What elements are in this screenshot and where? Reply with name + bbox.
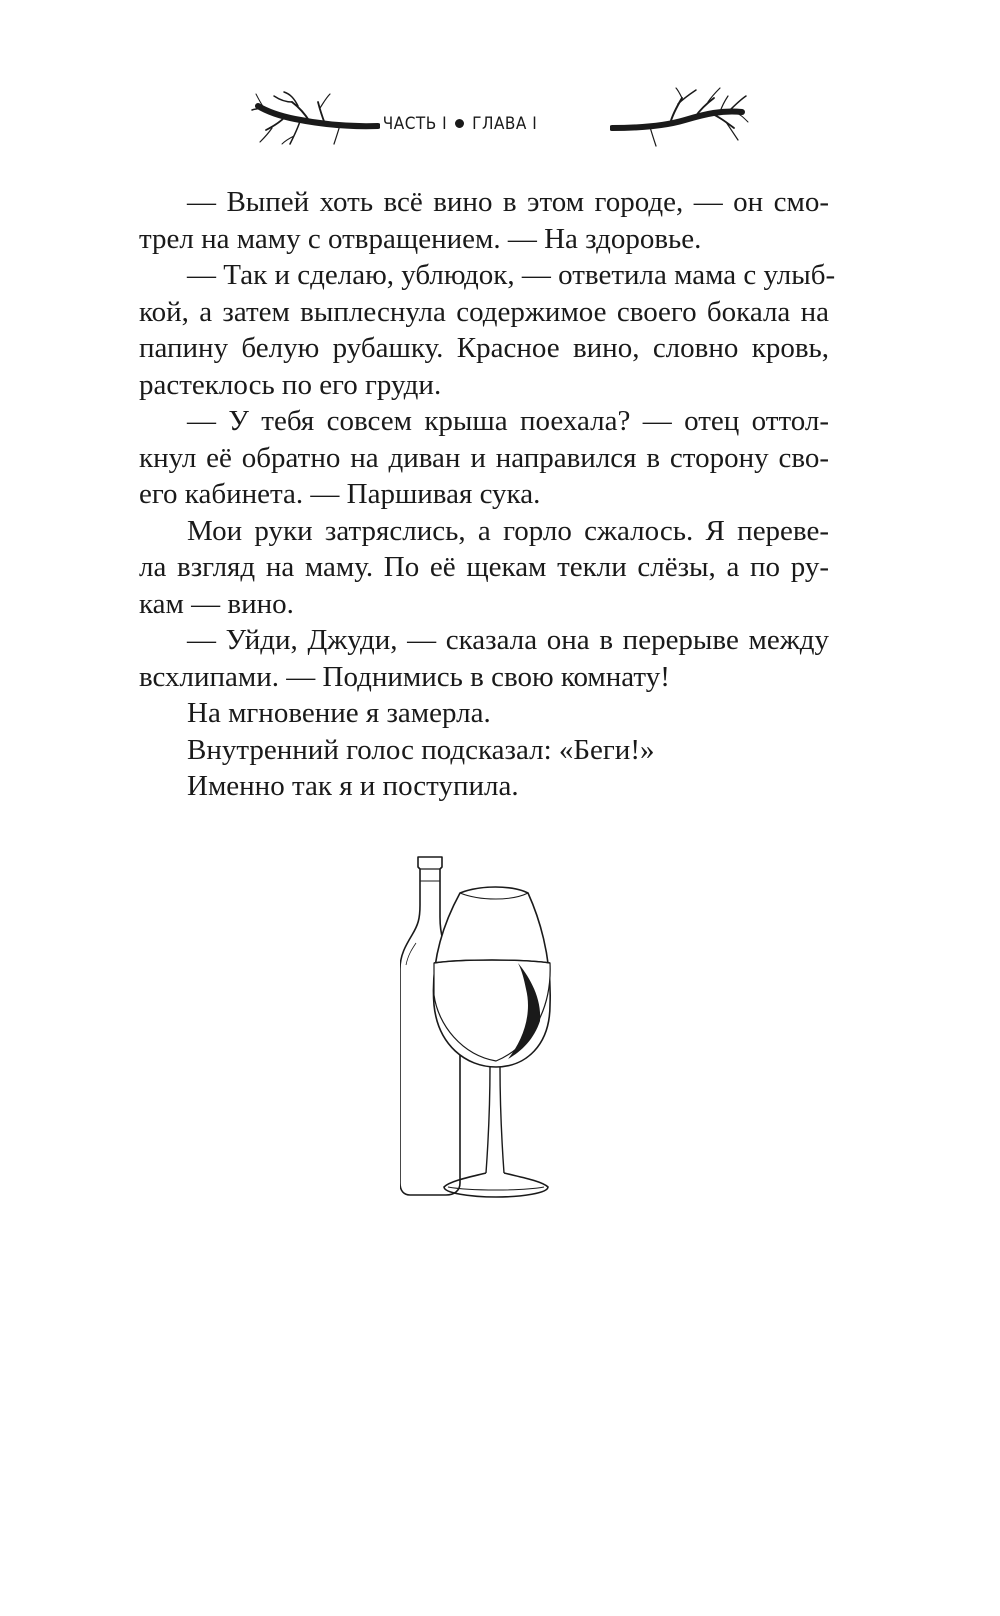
text-line: кнул её обратно на диван и направился в сторону сво- <box>139 441 829 474</box>
text-line: кой, а затем выплеснула содержимое своего бокала на <box>139 295 829 328</box>
text-line: На мгновение я замерла. <box>187 697 491 729</box>
running-head <box>250 86 750 156</box>
branch-left-icon <box>250 86 380 156</box>
text-line: папину белую рубашку. Красное вино, словно кровь, <box>139 332 829 364</box>
chapter-label: ГЛАВА I <box>472 114 538 134</box>
text-line: — Уйди, Джуди, — сказала она в перерыве между <box>187 624 829 656</box>
wine-bottle-and-glass-icon <box>400 855 580 1215</box>
running-head-text <box>380 114 540 134</box>
text-line: его кабинета. — Паршивая сука. <box>139 478 541 510</box>
text-line: кам — вино. <box>139 587 294 620</box>
text-line: Внутренний голос подсказал: «Беги!» <box>187 733 655 766</box>
text-line: растеклось по его груди. <box>139 368 442 401</box>
branch-right-icon <box>610 86 750 156</box>
text-line: — Так и сделаю, ублюдок, — ответила мама с улыб- <box>187 259 836 291</box>
separator-dot <box>455 119 464 128</box>
text-line: — Выпей хоть всё вино в этом городе, — он смо- <box>187 186 829 218</box>
text-line: Мои руки затряслись, а горло сжалось. Я переве- <box>187 514 829 547</box>
text-line: — У тебя совсем крыша поехала? — отец оттол- <box>187 405 829 437</box>
text-line: всхлипами. — Поднимись в свою комнату! <box>139 660 670 693</box>
text-line: трел на маму с отвращением. — На здоровье. <box>139 222 702 255</box>
text-line: Именно так я и поступила. <box>187 770 519 802</box>
text-line: ла взгляд на маму. По её щекам текли слёзы, а по ру- <box>139 551 829 583</box>
body-text <box>139 184 836 805</box>
part-label: ЧАСТЬ I <box>382 114 448 134</box>
